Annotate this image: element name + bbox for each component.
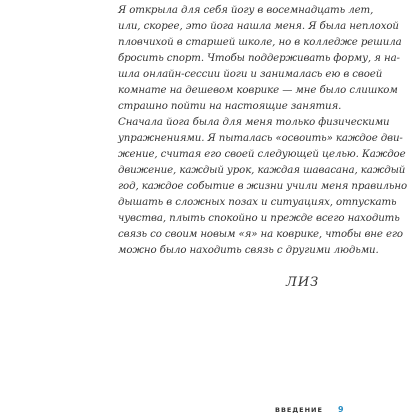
section-name: ВВЕДЕНИЕ xyxy=(275,406,323,414)
body-line: или, скорее, это йога нашла меня. Я была неплохой xyxy=(118,21,399,32)
body-line: шла онлайн-сессии йоги и занималась ею в своей xyxy=(118,69,383,80)
body-line: страшно пойти на настоящие занятия. xyxy=(118,101,342,112)
body-line: упражнениями. Я пыталась «освоить» каждое дви- xyxy=(118,133,403,144)
page-footer xyxy=(0,405,420,419)
body-line: бросить спорт. Чтобы поддерживать форму, я на- xyxy=(118,53,400,64)
body-line: дышать в сложных позах и ситуациях, отпускать xyxy=(118,197,397,208)
author-signature: ЛИЗ xyxy=(286,275,320,290)
body-line: Сначала йога была для меня только физическими xyxy=(118,117,390,128)
body-line: связь со своим новым «я» на коврике, чтобы вне его xyxy=(118,229,403,240)
body-line: пловчихой в старшей школе, но в колледже решила xyxy=(118,37,402,48)
body-line: чувства, плыть спокойно и прежде всего находить xyxy=(118,213,400,224)
body-line: жение, считая его своей следующей целью. Каждое xyxy=(118,149,406,160)
page-number: 9 xyxy=(338,405,344,414)
body-line: можно было находить связь с другими людьми. xyxy=(118,245,379,256)
body-line: комнате на дешевом коврике — мне было слишком xyxy=(118,85,398,96)
body-line: Я открыла для себя йогу в восемнадцать лет, xyxy=(118,5,374,16)
body-line: год, каждое событие в жизни учили меня правильно xyxy=(118,181,408,192)
body-line: движение, каждый урок, каждая шавасана, каждый xyxy=(118,165,406,176)
